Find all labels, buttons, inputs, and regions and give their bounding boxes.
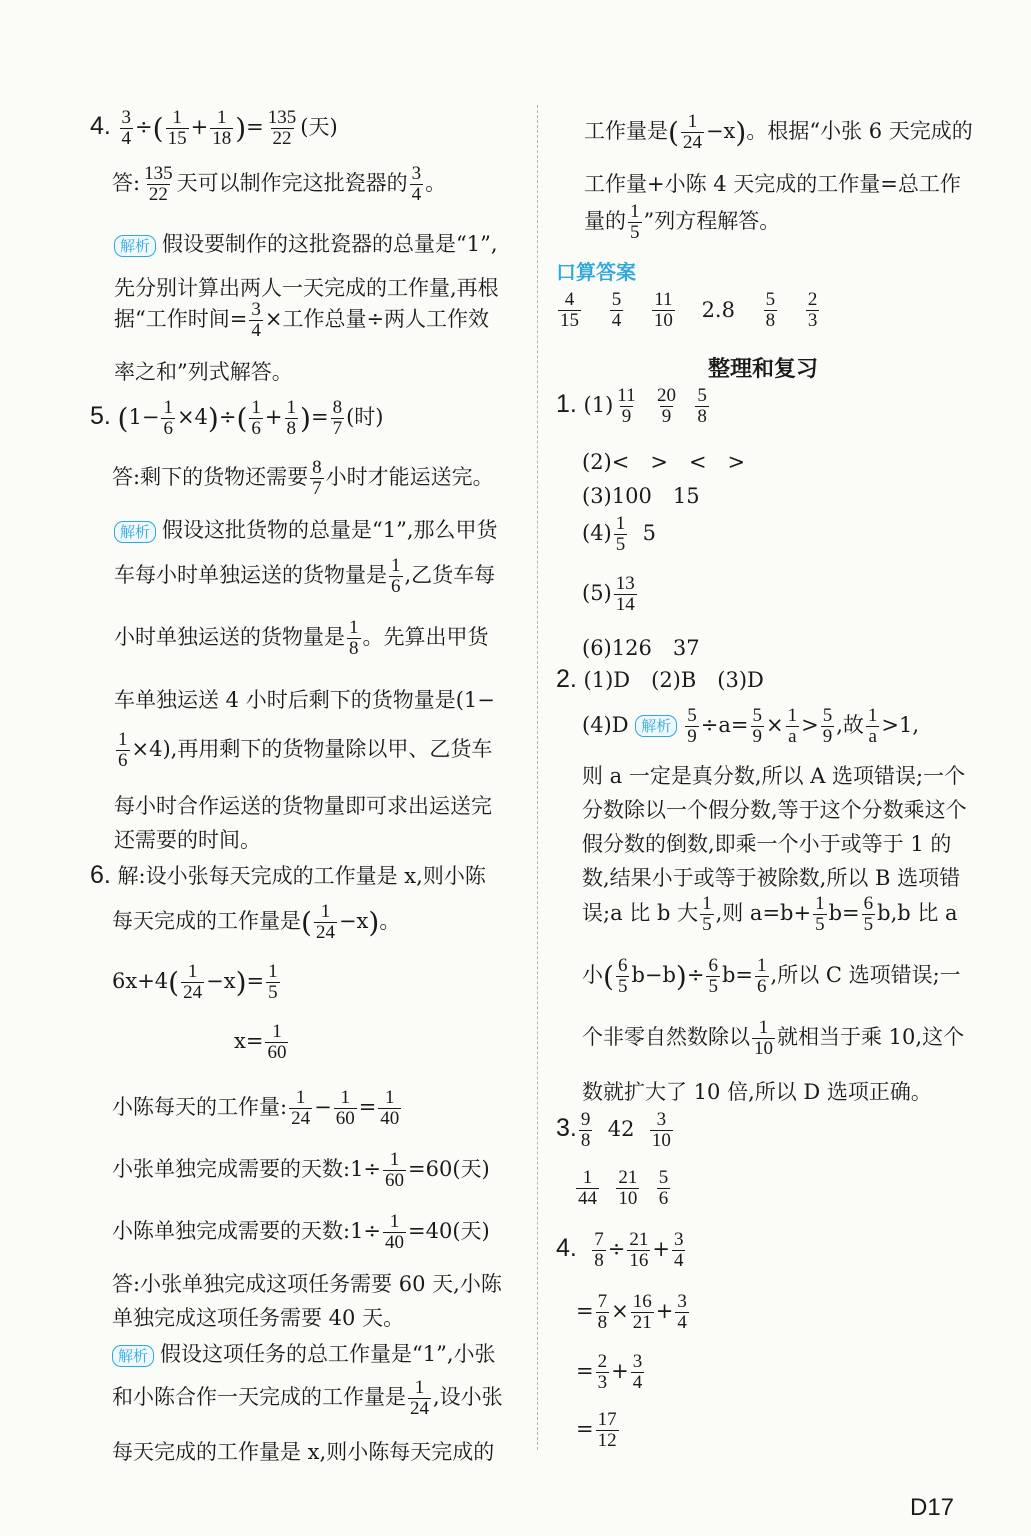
page-number: D17: [910, 1494, 955, 1521]
r4-line-4: = $\frac{17}{12}$: [576, 1409, 617, 1451]
q4-explanation-3: 据“工作时间= $\frac{3}{4}$ ×工作总量÷两人工作效: [114, 299, 490, 341]
q6-line-4: 小张单独完成需要的天数:1÷ $\frac{1}{60}$ =60(天): [112, 1149, 490, 1191]
r2-line-8: 小( $\frac{6}{5}$ b−b)÷ $\frac{6}{5}$ b= $\frac{1}{6}$ ,所以 C 选项错误;一: [582, 955, 961, 997]
q6-line-2: 每天完成的工作量是( $\frac{1}{24}$ −x)。: [112, 901, 401, 943]
q6-equation: 6x+4( $\frac{1}{24}$ −x)= $\frac{1}{5}$: [112, 961, 278, 1003]
r3-line-1: 3. $\frac{9}{8}$ 42 $\frac{3}{10}$: [556, 1109, 671, 1151]
r1-line-1: 1. (1) $\frac{11}{9}$ $\frac{20}{9}$ $\frac{5}{8}$: [556, 385, 707, 427]
r4-line-3: = $\frac{2}{3}$ + $\frac{3}{4}$: [576, 1351, 643, 1393]
q4-explanation-1: 解析 假设要制作的这批瓷器的总量是“1”,: [114, 228, 498, 258]
r2-line-1: 2. (1)D (2)B (3)D: [556, 665, 764, 693]
r2-line-6: 数,结果小于或等于被除数,所以 B 选项错: [582, 866, 961, 890]
q5-explanation-6: 每小时合作运送的货物量即可求出运送完: [114, 794, 492, 818]
r2-line-3: 则 a 一定是真分数,所以 A 选项错误;一个: [582, 764, 966, 788]
r2-line-9: 个非零自然数除以 $\frac{1}{10}$ 就相当于乘 10,这个: [582, 1017, 965, 1059]
r2-line-2: (4)D 解析 $\frac{5}{9}$ ÷a= $\frac{5}{9}$ × $\frac{1}{a}$ > $\frac{5}{9}$ ,故 $\frac{1}{a}$ >1,: [582, 705, 920, 747]
q4-explanation-4: 率之和”列式解答。: [114, 360, 293, 384]
q4-explanation-2: 先分别计算出两人一天完成的工作量,再根: [114, 276, 499, 300]
q5-equation: 5. (1− $\frac{1}{6}$ ×4)÷( $\frac{1}{6}$ + $\frac{1}{8}$ )= $\frac{8}{7}$ (时): [90, 397, 384, 439]
r1-line-3: (3)100 15: [582, 484, 700, 508]
q4-equation: 4. $\frac{3}{4}$ ÷( $\frac{1}{15}$ + $\frac{1}{18}$ )= $\frac{135}{22}$ (天): [90, 107, 338, 149]
r1-line-6: (6)126 37: [582, 636, 700, 660]
oral-answers-row: $\frac{4}{15}$ $\frac{5}{4}$ $\frac{11}{10}$ 2.8 $\frac{5}{8}$ $\frac{2}{3}$: [560, 289, 818, 331]
q4-answer: 答: $\frac{135}{22}$ 天可以制作完这批瓷器的 $\frac{3}{4}$ 。: [112, 163, 447, 205]
q6-answer-2: 单独完成这项任务需要 40 天。: [112, 1306, 405, 1330]
q5-explanation-4: 车单独运送 4 小时后剩下的货物量是(1−: [114, 688, 495, 712]
column-divider: [537, 105, 539, 1450]
r2-line-4: 分数除以一个假分数,等于这个分数乘这个: [582, 798, 967, 822]
q6-answer-1: 答:小张单独完成这项任务需要 60 天,小陈: [112, 1272, 502, 1296]
r4-line-1: 4. $\frac{7}{8}$ ÷ $\frac{21}{16}$ + $\frac{3}{4}$: [556, 1229, 684, 1271]
analysis-tag: 解析: [114, 235, 156, 257]
r2-line-10: 数就扩大了 10 倍,所以 D 选项正确。: [582, 1080, 932, 1104]
cont-line-3: 量的 $\frac{1}{5}$ ”列方程解答。: [584, 201, 781, 243]
r2-line-7: 误;a 比 b 大 $\frac{1}{5}$ ,则 a=b+ $\frac{1}{5}$ b= $\frac{6}{5}$ b,b 比 a: [582, 893, 958, 935]
q6-line-5: 小陈单独完成需要的天数:1÷ $\frac{1}{40}$ =40(天): [112, 1211, 490, 1253]
r1-line-4: (4) $\frac{1}{5}$ 5: [582, 513, 656, 555]
r2-line-5: 假分数的倒数,即乘一个小于或等于 1 的: [582, 832, 952, 856]
q6-line-1: 6. 解:设小张每天完成的工作量是 x,则小陈: [90, 861, 486, 889]
q5-explanation-7: 还需要的时间。: [114, 828, 261, 852]
q6-explanation-2: 和小陈合作一天完成的工作量是 $\frac{1}{24}$ ,设小张: [112, 1377, 503, 1419]
r1-line-5: (5) $\frac{13}{14}$: [582, 573, 635, 615]
q5-answer: 答:剩下的货物还需要 $\frac{8}{7}$ 小时才能运送完。: [112, 457, 494, 499]
q6-explanation-1: 解析 假设这项任务的总工作量是“1”,小张: [112, 1338, 496, 1368]
r3-line-2: $\frac{1}{44}$ $\frac{21}{10}$ $\frac{5}{6}$: [578, 1167, 669, 1209]
cont-line-2: 工作量+小陈 4 天完成的工作量=总工作: [584, 172, 961, 196]
cont-line-1: 工作量是( $\frac{1}{24}$ −x)。根据“小张 6 天完成的: [584, 111, 973, 153]
q6-line-3: 小陈每天的工作量: $\frac{1}{24}$ − $\frac{1}{60}$ = $\frac{1}{40}$: [112, 1087, 400, 1129]
r4-line-2: = $\frac{7}{8}$ × $\frac{16}{21}$ + $\frac{3}{4}$: [576, 1291, 687, 1333]
q5-explanation-2: 车每小时单独运送的货物量是 $\frac{1}{6}$ ,乙货车每: [114, 555, 496, 597]
q5-explanation-1: 解析 假设这批货物的总量是“1”,那么甲货: [114, 514, 498, 544]
q6-explanation-3: 每天完成的工作量是 x,则小陈每天完成的: [112, 1440, 495, 1464]
q5-explanation-3: 小时单独运送的货物量是 $\frac{1}{8}$ 。先算出甲货: [114, 617, 489, 659]
q5-explanation-5: $\frac{1}{6}$ ×4),再用剩下的货物量除以甲、乙货车: [118, 729, 493, 771]
review-heading: 整理和复习: [708, 357, 819, 382]
q6-solution: x= $\frac{1}{60}$: [234, 1021, 287, 1063]
oral-answers-title: 口算答案: [556, 260, 636, 284]
r1-line-2: (2)< > < >: [582, 450, 746, 474]
